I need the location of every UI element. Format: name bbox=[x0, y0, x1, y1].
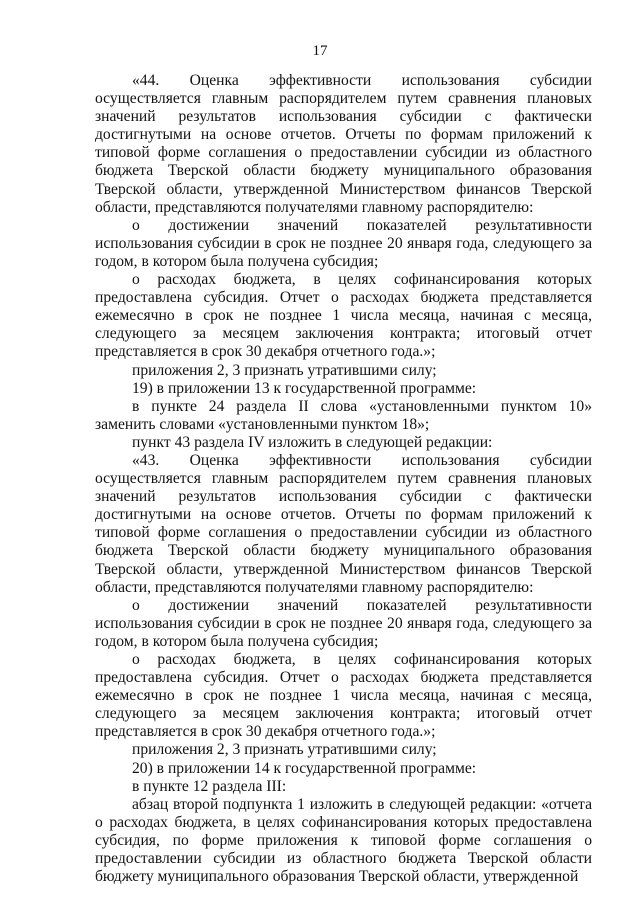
paragraph-item-43-heading: пункт 43 раздела IV изложить в следующей редакции: bbox=[132, 433, 493, 451]
paragraph-item-24-change: в пункте 24 раздела II слова «установленными пунктом 10» заменить словами «установленными пунктом 18»; bbox=[95, 397, 592, 433]
paragraph-annexes-void-1: приложения 2, 3 признать утратившими силу; bbox=[132, 361, 437, 379]
paragraph-43-intro: «43. Оценка эффективности использования субсидии осуществляется главным распорядителем путем сравнения плановых значений результатов использования субсидии с фактически достигнутыми на основе отчетов. Отчеты по формам приложений к типовой форме соглашения о предоставлении субсидии из областного бюджета Тверской области бюджету муниципального образования Тверской области, утвержденной Министерством финансов Тверской области, представляются получателями главному распорядителю: bbox=[95, 451, 592, 596]
document-body bbox=[95, 72, 592, 886]
paragraph-43-expenses-report: о расходах бюджета, в целях софинансирования которых предоставлена субсидия. Отчет о расходах бюджета представляется ежемесячно в срок не позднее 1 числа месяца, начиная с месяца, следующего за месяцем заключения контракта; итоговый отчет представляется в срок 30 декабря отчетного года.»; bbox=[95, 651, 592, 741]
paragraph-43-results-report: о достижении значений показателей результативности использования субсидии в срок не позднее 20 января года, следующего за годом, в котором была получена субсидия; bbox=[95, 596, 592, 650]
paragraph-item-12-section-3: в пункте 12 раздела III: bbox=[132, 777, 287, 795]
paragraph-44-results-report: о достижении значений показателей результативности использования субсидии в срок не позднее 20 января года, следующего за годом, в котором была получена субсидия; bbox=[95, 216, 592, 270]
paragraph-annexes-void-2: приложения 2, 3 признать утратившими силу; bbox=[132, 741, 437, 759]
paragraph-item-19: 19) в приложении 13 к государственной программе: bbox=[132, 379, 477, 397]
paragraph-44-expenses-report: о расходах бюджета, в целях софинансирования которых предоставлена субсидия. Отчет о расходах бюджета представляется ежемесячно в срок не позднее 1 числа месяца, начиная с месяца, следующего за месяцем заключения контракта; итоговый отчет представляется в срок 30 декабря отчетного года.»; bbox=[95, 271, 592, 361]
page-number: 17 bbox=[312, 43, 328, 59]
paragraph-item-20: 20) в приложении 14 к государственной программе: bbox=[132, 759, 477, 777]
paragraph-subitem-1-text: абзац второй подпункта 1 изложить в следующей редакции: «отчета о расходах бюджета, в целях софинансирования которых предоставлена субсидия, по форме приложения к типовой форме соглашения о предоставлении субсидии из областного бюджета Тверской области бюджету муниципального образования Тверской области, утвержденной bbox=[95, 795, 592, 886]
paragraph-44-intro: «44. Оценка эффективности использования субсидии осуществляется главным распорядителем путем сравнения плановых значений результатов использования субсидии с фактически достигнутыми на основе отчетов. Отчеты по формам приложений к типовой форме соглашения о предоставлении субсидии из областного бюджета Тверской области бюджету муниципального образования Тверской области, утвержденной Министерством финансов Тверской области, представляются получателями главному распорядителю: bbox=[95, 72, 592, 216]
